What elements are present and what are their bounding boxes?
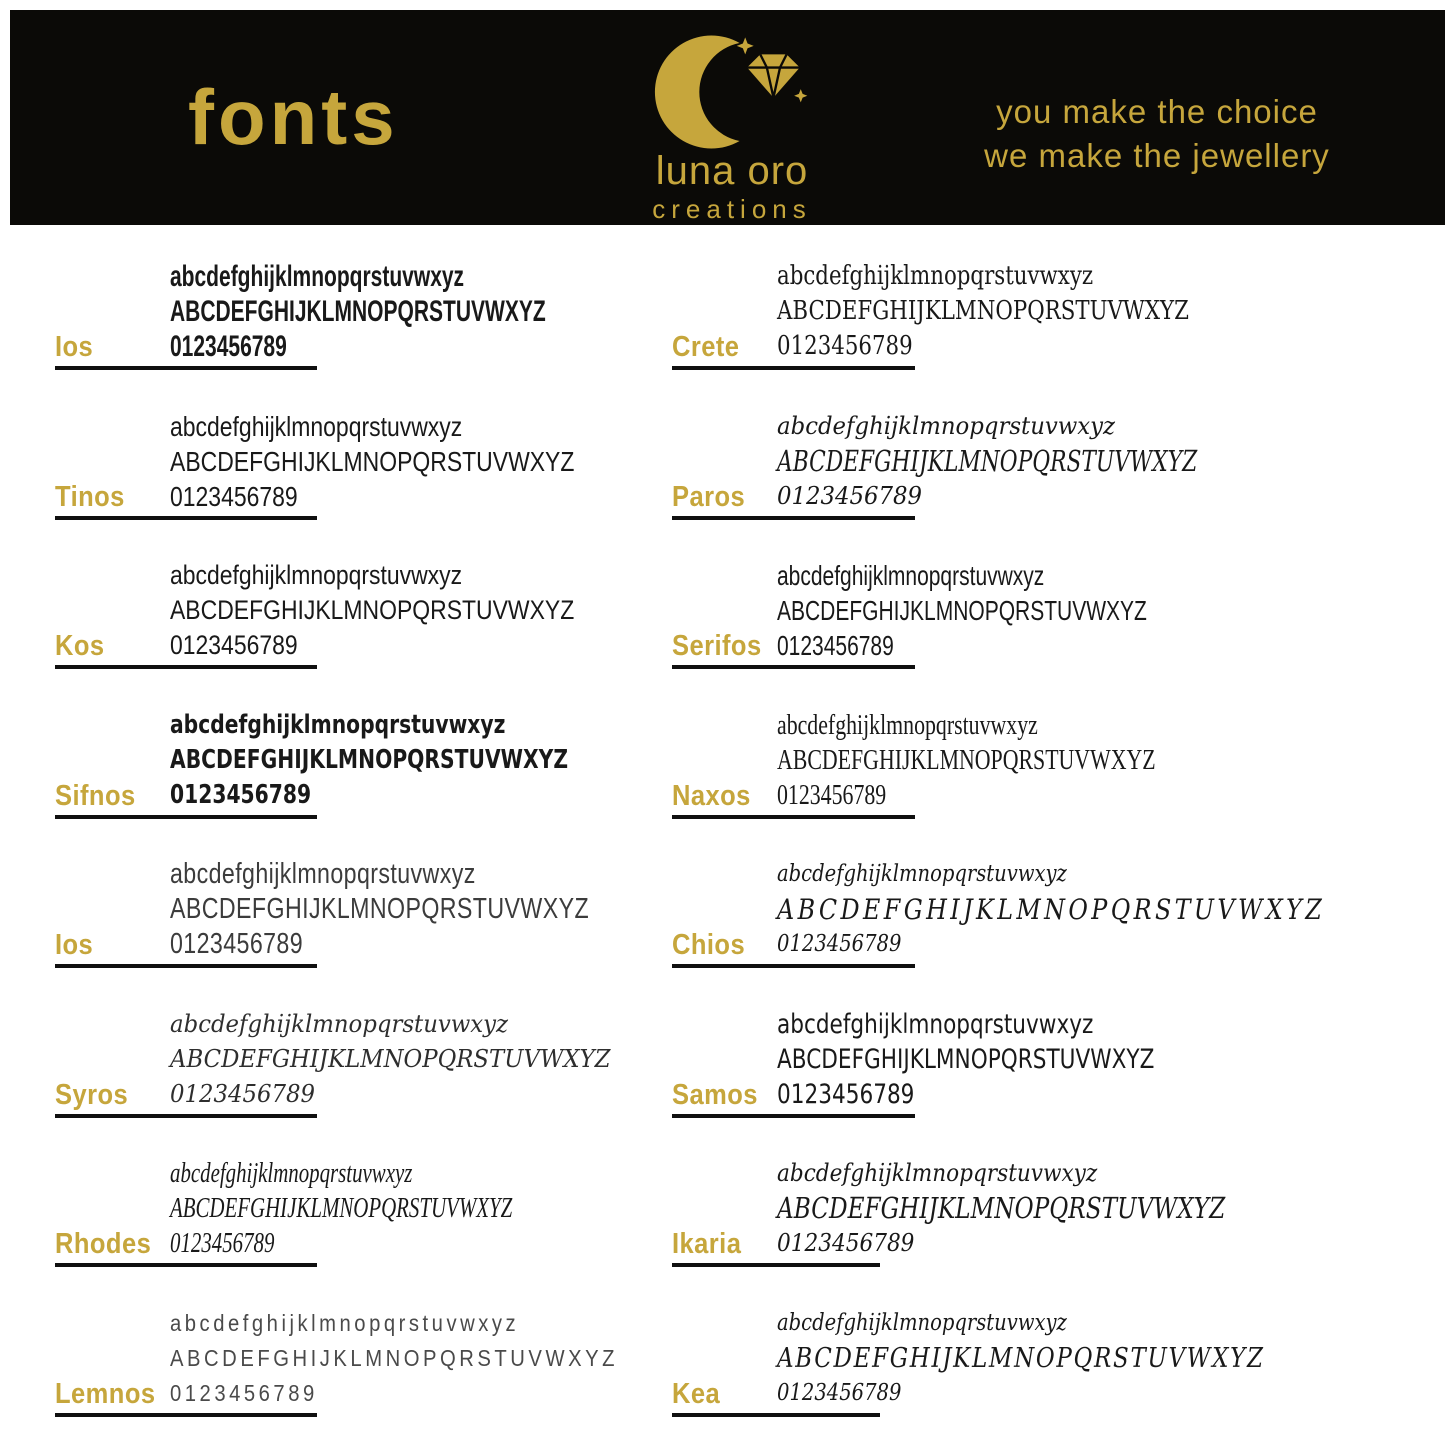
- sample-digits: 0123456789: [170, 1079, 316, 1108]
- underline-divider: [55, 1114, 317, 1118]
- sample-uppercase: ABCDEFGHIJKLMNOPQRSTUVWXYZ: [170, 1044, 611, 1073]
- sample-digits: 0123456789: [170, 1379, 318, 1406]
- underline-divider: [672, 516, 915, 520]
- font-row-lemnos: [55, 1305, 645, 1417]
- font-sample-block: [777, 1156, 1337, 1261]
- font-row-ios: [55, 258, 645, 370]
- sample-digits: 0123456789: [777, 1229, 915, 1257]
- font-sample-block: [777, 259, 1279, 364]
- underline-divider: [672, 366, 915, 370]
- font-sample-block: [777, 1007, 1249, 1112]
- font-column-right: [672, 0, 1412, 1445]
- sample-uppercase: ABCDEFGHIJKLMNOPQRSTUVWXYZ: [777, 744, 1156, 776]
- sample-lowercase: abcdefghijklmnopqrstuvwxyz: [170, 260, 465, 293]
- sample-lowercase: abcdefghijklmnopqrstuvwxyz: [170, 1009, 509, 1038]
- font-row-tinos: [55, 408, 645, 520]
- sample-lowercase: abcdefghijklmnopqrstuvwxyz: [777, 1008, 1094, 1040]
- font-row-chios: [672, 856, 1412, 968]
- sample-digits: 0123456789: [170, 630, 298, 660]
- font-name-label: Naxos: [672, 779, 751, 812]
- font-name-label: Kea: [672, 1377, 721, 1410]
- sample-digits: 0123456789: [170, 1227, 275, 1259]
- sample-lowercase: abcdefghijklmnopqrstuvwxyz: [777, 261, 1094, 291]
- underline-divider: [672, 1263, 880, 1267]
- font-sample-block: [170, 259, 707, 364]
- font-sample-block: [170, 1306, 679, 1411]
- sample-lowercase: abcdefghijklmnopqrstuvwxyz: [170, 560, 463, 590]
- font-row-ios: [55, 856, 645, 968]
- sample-lowercase: abcdefghijklmnopqrstuvwxyz: [170, 1309, 520, 1336]
- sample-lowercase: abcdefghijklmnopqrstuvwxyz: [777, 861, 1067, 887]
- sample-uppercase: ABCDEFGHIJKLMNOPQRSTUVWXYZ: [170, 1344, 619, 1371]
- font-name-label: Serifos: [672, 630, 762, 662]
- sample-digits: 0123456789: [777, 481, 923, 510]
- underline-divider: [55, 815, 317, 819]
- font-name-label: Tinos: [55, 480, 125, 513]
- font-row-serifos: [672, 557, 1412, 669]
- sample-uppercase: ABCDEFGHIJKLMNOPQRSTUVWXYZ: [777, 443, 1198, 478]
- underline-divider: [672, 1114, 915, 1118]
- page-title: fonts: [188, 73, 399, 161]
- sample-lowercase: abcdefghijklmnopqrstuvwxyz: [777, 709, 1038, 741]
- sample-uppercase: ABCDEFGHIJKLMNOPQRSTUVWXYZ: [777, 595, 1147, 626]
- font-name-label: Kos: [55, 630, 105, 662]
- sample-digits: 0123456789: [777, 1078, 915, 1110]
- font-row-paros: [672, 408, 1412, 520]
- font-row-rhodes: [55, 1155, 645, 1267]
- font-row-sifnos: [55, 707, 645, 819]
- tagline-line-2: we make the jewellery: [984, 137, 1330, 174]
- underline-divider: [55, 366, 317, 370]
- font-row-samos: [672, 1006, 1412, 1118]
- sample-uppercase: ABCDEFGHIJKLMNOPQRSTUVWXYZ: [777, 893, 1326, 926]
- sample-lowercase: abcdefghijklmnopqrstuvwxyz: [170, 1157, 413, 1189]
- font-sample-block: [170, 409, 663, 514]
- font-row-syros: [55, 1006, 645, 1118]
- brand-subname: creations: [652, 194, 812, 224]
- underline-divider: [672, 1413, 880, 1417]
- font-row-crete: [672, 258, 1412, 370]
- underline-divider: [55, 665, 317, 669]
- font-sample-block: [170, 558, 646, 663]
- underline-divider: [672, 964, 915, 968]
- sample-uppercase: ABCDEFGHIJKLMNOPQRSTUVWXYZ: [170, 445, 575, 477]
- font-name-label: Syros: [55, 1078, 129, 1111]
- font-name-label: Ios: [55, 331, 94, 363]
- sample-digits: 0123456789: [777, 331, 913, 361]
- font-name-label: Ikaria: [672, 1228, 742, 1260]
- font-sample-block: [777, 1306, 1351, 1411]
- tagline-line-1: you make the choice: [996, 93, 1318, 130]
- underline-divider: [55, 1413, 317, 1417]
- sample-lowercase: abcdefghijklmnopqrstuvwxyz: [777, 411, 1116, 440]
- font-sample-block: [170, 1007, 634, 1112]
- font-sample-block: [170, 1156, 645, 1261]
- font-name-label: Paros: [672, 480, 746, 513]
- sample-uppercase: ABCDEFGHIJKLMNOPQRSTUVWXYZ: [170, 595, 575, 625]
- font-sample-block: [777, 708, 1262, 813]
- sample-lowercase: abcdefghijklmnopqrstuvwxyz: [777, 1159, 1098, 1187]
- font-name-label: Sifnos: [55, 779, 136, 812]
- font-name-label: Rhodes: [55, 1228, 152, 1260]
- sample-digits: 0123456789: [777, 931, 902, 957]
- sample-digits: 0123456789: [170, 330, 287, 363]
- font-name-label: Samos: [672, 1078, 758, 1111]
- underline-divider: [55, 516, 317, 520]
- sample-digits: 0123456789: [170, 928, 304, 960]
- sample-digits: 0123456789: [777, 630, 894, 661]
- sample-uppercase: ABCDEFGHIJKLMNOPQRSTUVWXYZ: [170, 744, 569, 775]
- sample-uppercase: ABCDEFGHIJKLMNOPQRSTUVWXYZ: [777, 1191, 1226, 1225]
- sample-uppercase: ABCDEFGHIJKLMNOPQRSTUVWXYZ: [170, 893, 590, 925]
- sample-lowercase: abcdefghijklmnopqrstuvwxyz: [170, 858, 476, 890]
- font-name-label: Lemnos: [55, 1377, 156, 1410]
- sample-digits: 0123456789: [777, 1379, 902, 1406]
- underline-divider: [55, 964, 317, 968]
- underline-divider: [672, 815, 915, 819]
- font-sample-block: [170, 857, 694, 962]
- font-row-kos: [55, 557, 645, 669]
- font-sample-block: [777, 409, 1337, 514]
- font-sample-block: [170, 708, 680, 813]
- sample-uppercase: ABCDEFGHIJKLMNOPQRSTUVWXYZ: [777, 296, 1189, 326]
- sample-digits: 0123456789: [777, 779, 887, 811]
- sample-lowercase: abcdefghijklmnopqrstuvwxyz: [777, 560, 1045, 591]
- font-sample-block: [777, 558, 1270, 663]
- sample-uppercase: ABCDEFGHIJKLMNOPQRSTUVWXYZ: [170, 1192, 513, 1224]
- sample-digits: 0123456789: [170, 779, 312, 810]
- font-name-label: Crete: [672, 331, 740, 363]
- sample-digits: 0123456789: [170, 480, 298, 512]
- font-name-label: Ios: [55, 929, 94, 961]
- font-row-kea: [672, 1305, 1412, 1417]
- sample-uppercase: ABCDEFGHIJKLMNOPQRSTUVWXYZ: [777, 1043, 1155, 1075]
- sample-uppercase: ABCDEFGHIJKLMNOPQRSTUVWXYZ: [777, 1342, 1265, 1374]
- underline-divider: [55, 1263, 317, 1267]
- sample-lowercase: abcdefghijklmnopqrstuvwxyz: [170, 709, 506, 740]
- font-name-label: Chios: [672, 929, 746, 961]
- brand-name: luna oro: [655, 149, 809, 193]
- sample-lowercase: abcdefghijklmnopqrstuvwxyz: [170, 410, 463, 442]
- font-sample-block: [777, 857, 1422, 962]
- sample-uppercase: ABCDEFGHIJKLMNOPQRSTUVWXYZ: [170, 295, 546, 328]
- underline-divider: [672, 665, 915, 669]
- font-column-left: [55, 0, 645, 1445]
- font-row-ikaria: [672, 1155, 1412, 1267]
- font-row-naxos: [672, 707, 1412, 819]
- sample-lowercase: abcdefghijklmnopqrstuvwxyz: [777, 1309, 1067, 1336]
